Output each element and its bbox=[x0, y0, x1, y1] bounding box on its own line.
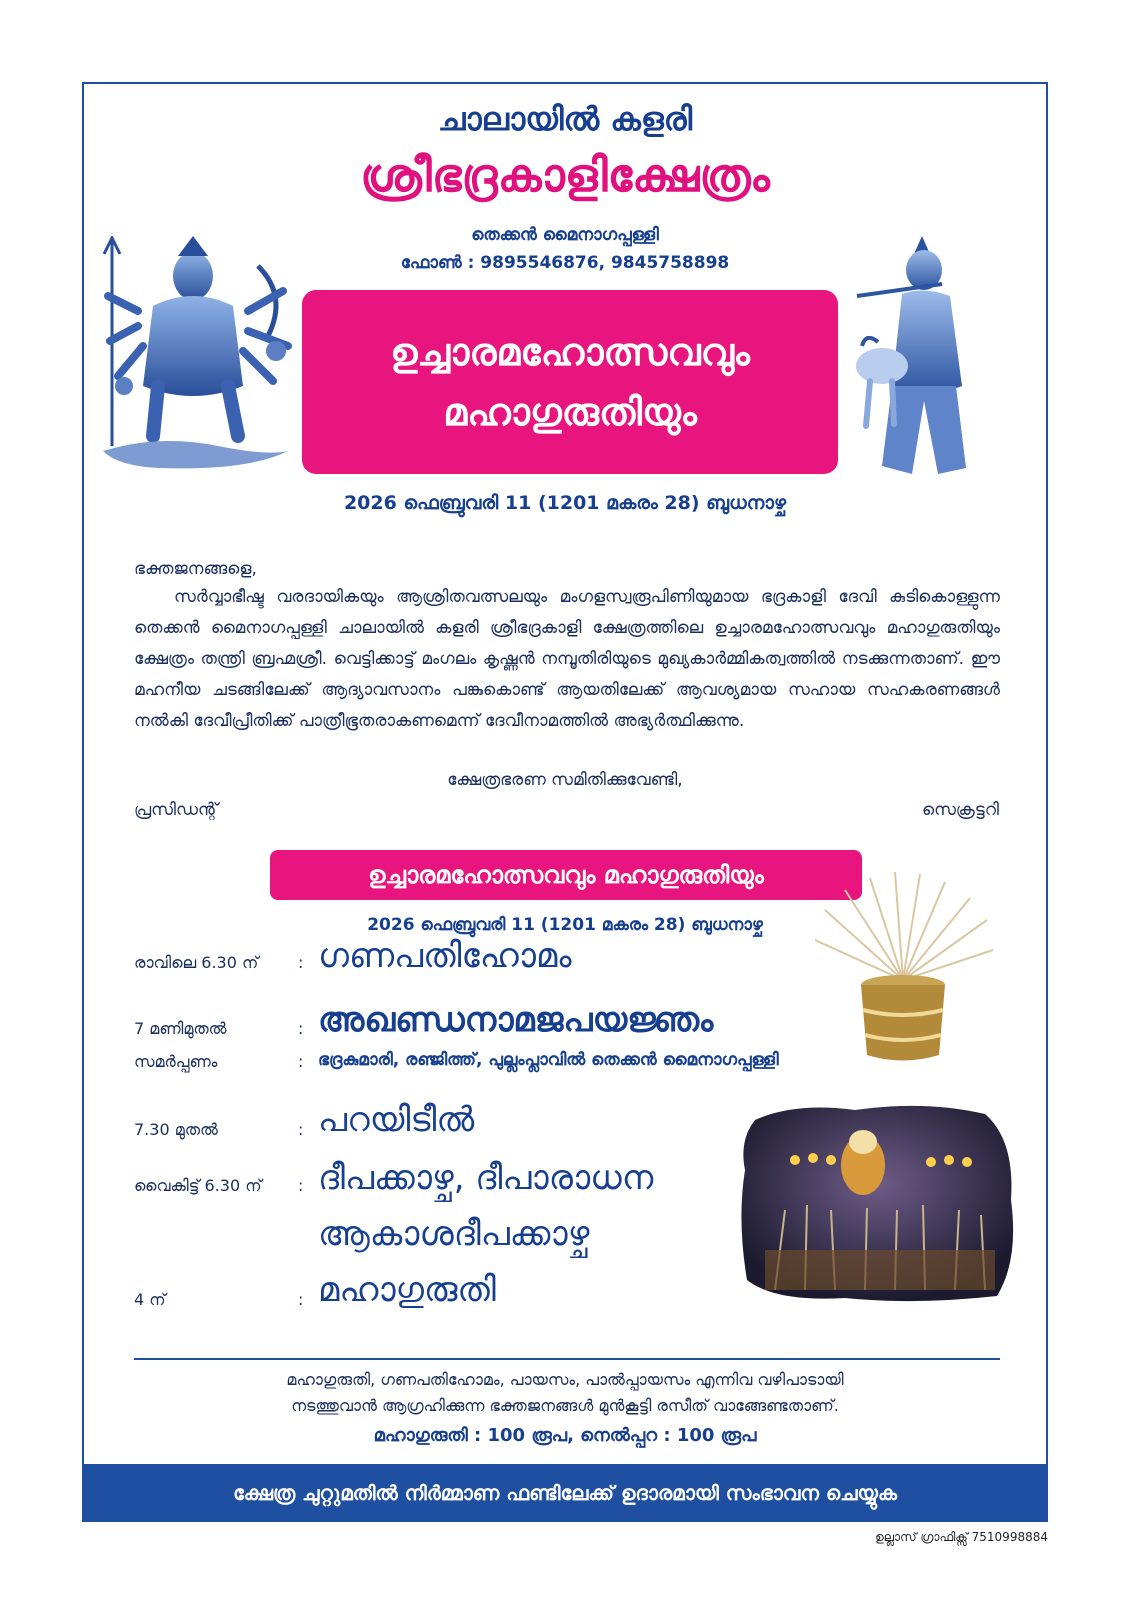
program-row-7-event: മഹാഗുരുതി bbox=[318, 1270, 496, 1310]
program-row-1-time: രാവിലെ 6.30 ന് bbox=[134, 953, 259, 972]
program-row-4-colon: : bbox=[298, 1120, 304, 1139]
designer-credit: ഉല്ലാസ് ഗ്രാഫിക്സ് 7510998884 bbox=[875, 1530, 1048, 1544]
offering-note-line1: മഹാഗുരുതി, ഗണപതിഹോമം, പായസം, പാൽപ്പായസം എന്നിവ വഴിപാടായി bbox=[286, 1370, 844, 1389]
main-title-line2: മഹാഗുരുതിയും bbox=[443, 390, 697, 434]
program-row-5-colon: : bbox=[298, 1176, 304, 1195]
main-title-line1: ഉച്ചാരമഹോത്സവവും bbox=[390, 330, 750, 374]
program-row-7-time: 4 ന് bbox=[134, 1290, 166, 1309]
program-date: 2026 ഫെബ്രുവരി 11 (1201 മകരം 28) ബുധനാഴ്ച bbox=[367, 915, 763, 935]
program-row-6-event: ആകാശദീപക്കാഴ്ച bbox=[318, 1214, 590, 1254]
program-row-1-event: ഗണപതിഹോമം bbox=[318, 936, 572, 976]
program-title: ഉച്ചാരമഹോത്സവവും മഹാഗുരുതിയും bbox=[270, 850, 862, 900]
temple-name-line1: ചാലായിൽ കളരി bbox=[437, 100, 693, 138]
kali-illustration-icon bbox=[98, 236, 298, 476]
lamp-ritual-photo-icon bbox=[735, 1100, 1020, 1305]
letter-secretary: സെക്രട്ടറി bbox=[921, 800, 999, 820]
letter-body: സർവ്വാഭീഷ്ട വരദായികയും ആശ്രിതവത്സലയും മംഗളസ്വരൂപിണിയുമായ ഭദ്രകാളി ദേവി കുടികൊള്ളുന്ന തെക്കൻ മൈനാഗപ്പള്ളി ചാലായിൽ കളരി ശ്രീഭദ്രകാളി ക്ഷേത്രത്തിലെ ഉച്ചാരമഹോത്സവവും മഹാഗുരുതിയും ക്ഷേത്രം തന്ത്രി ബ്രഹ്മശ്രീ. വെട്ടിക്കാട്ട് മംഗലം കൃഷ്ണൻ നമ്പൂതിരിയുടെ മുഖ്യകാർമ്മികത്വത്തിൽ നടക്കുന്നതാണ്. ഈ മഹനീയ ചടങ്ങിലേക്ക് ആദ്യാവസാനം പങ്കുകൊണ്ട് ആയതിലേക്ക് ആവശ്യമായ സഹായ സഹകരണങ്ങൾ നൽകി ദേവീപ്രീതിക്ക് പാത്രീഭൂതരാകണമെന്ന് ദേവീനാമത്തിൽ അഭ്യർത്ഥിക്കുന്നു. bbox=[134, 587, 1000, 731]
donation-appeal-bar: ക്ഷേത്ര ചുറ്റുമതിൽ നിർമ്മാണ ഫണ്ടിലേക്ക് ഉദാരമായി സംഭാവന ചെയ്യുക bbox=[82, 1464, 1048, 1522]
program-row-4-time: 7.30 മുതൽ bbox=[134, 1120, 218, 1139]
letter-committee: ക്ഷേത്രഭരണ സമിതിക്കുവേണ്ടി, bbox=[447, 770, 683, 790]
program-row-7-colon: : bbox=[298, 1290, 304, 1309]
program-row-2-time: 7 മണിമുതൽ bbox=[134, 1019, 227, 1038]
offering-note-line2: നടത്തുവാൻ ആഗ്രഹിക്കുന്ന ഭക്തജനങ്ങൾ മുൻകൂട്ടി രസീത് വാങ്ങേണ്ടതാണ്. bbox=[291, 1396, 839, 1415]
program-row-3-event: ഭദ്രകുമാരി, രഞ്ജിത്ത്, പുല്ലംപ്ലാവിൽ തെക്കൻ മൈനാഗപ്പള്ളി bbox=[318, 1050, 779, 1070]
letter-salutation: ഭക്തജനങ്ങളെ, bbox=[134, 559, 257, 579]
krishna-illustration-icon bbox=[852, 236, 1002, 486]
notes-divider bbox=[134, 1358, 1000, 1360]
program-row-5-event: ദീപക്കാഴ്ച, ദീപാരാധന bbox=[318, 1158, 654, 1198]
temple-phone: ഫോൺ : 9895546876, 9845758898 bbox=[400, 253, 730, 273]
program-row-4-event: പറയിടീൽ bbox=[318, 1100, 475, 1140]
event-date: 2026 ഫെബ്രുവരി 11 (1201 മകരം 28) ബുധനാഴ്ച bbox=[343, 492, 787, 514]
program-row-5-time: വൈകിട്ട് 6.30 ന് bbox=[134, 1176, 262, 1195]
program-row-2-event: അഖണ്ഡനാമജപയജ്ഞം bbox=[318, 1000, 714, 1040]
para-pot-illustration-icon bbox=[815, 870, 995, 1070]
program-row-3-colon: : bbox=[298, 1052, 304, 1071]
program-row-2-colon: : bbox=[298, 1019, 304, 1038]
program-row-3-time: സമർപ്പണം bbox=[134, 1052, 218, 1071]
main-title-box bbox=[302, 290, 838, 474]
letter-president: പ്രസിഡന്റ് bbox=[134, 800, 218, 820]
temple-name-line2: ശ്രീഭദ്രകാളിക്ഷേത്രം bbox=[360, 148, 770, 202]
program-row-1-colon: : bbox=[298, 953, 304, 972]
offering-rates: മഹാഗുരുതി : 100 രൂപ, നെൽപ്പറ : 100 രൂപ bbox=[373, 1425, 757, 1446]
temple-location: തെക്കൻ മൈനാഗപ്പള്ളി bbox=[471, 225, 659, 245]
